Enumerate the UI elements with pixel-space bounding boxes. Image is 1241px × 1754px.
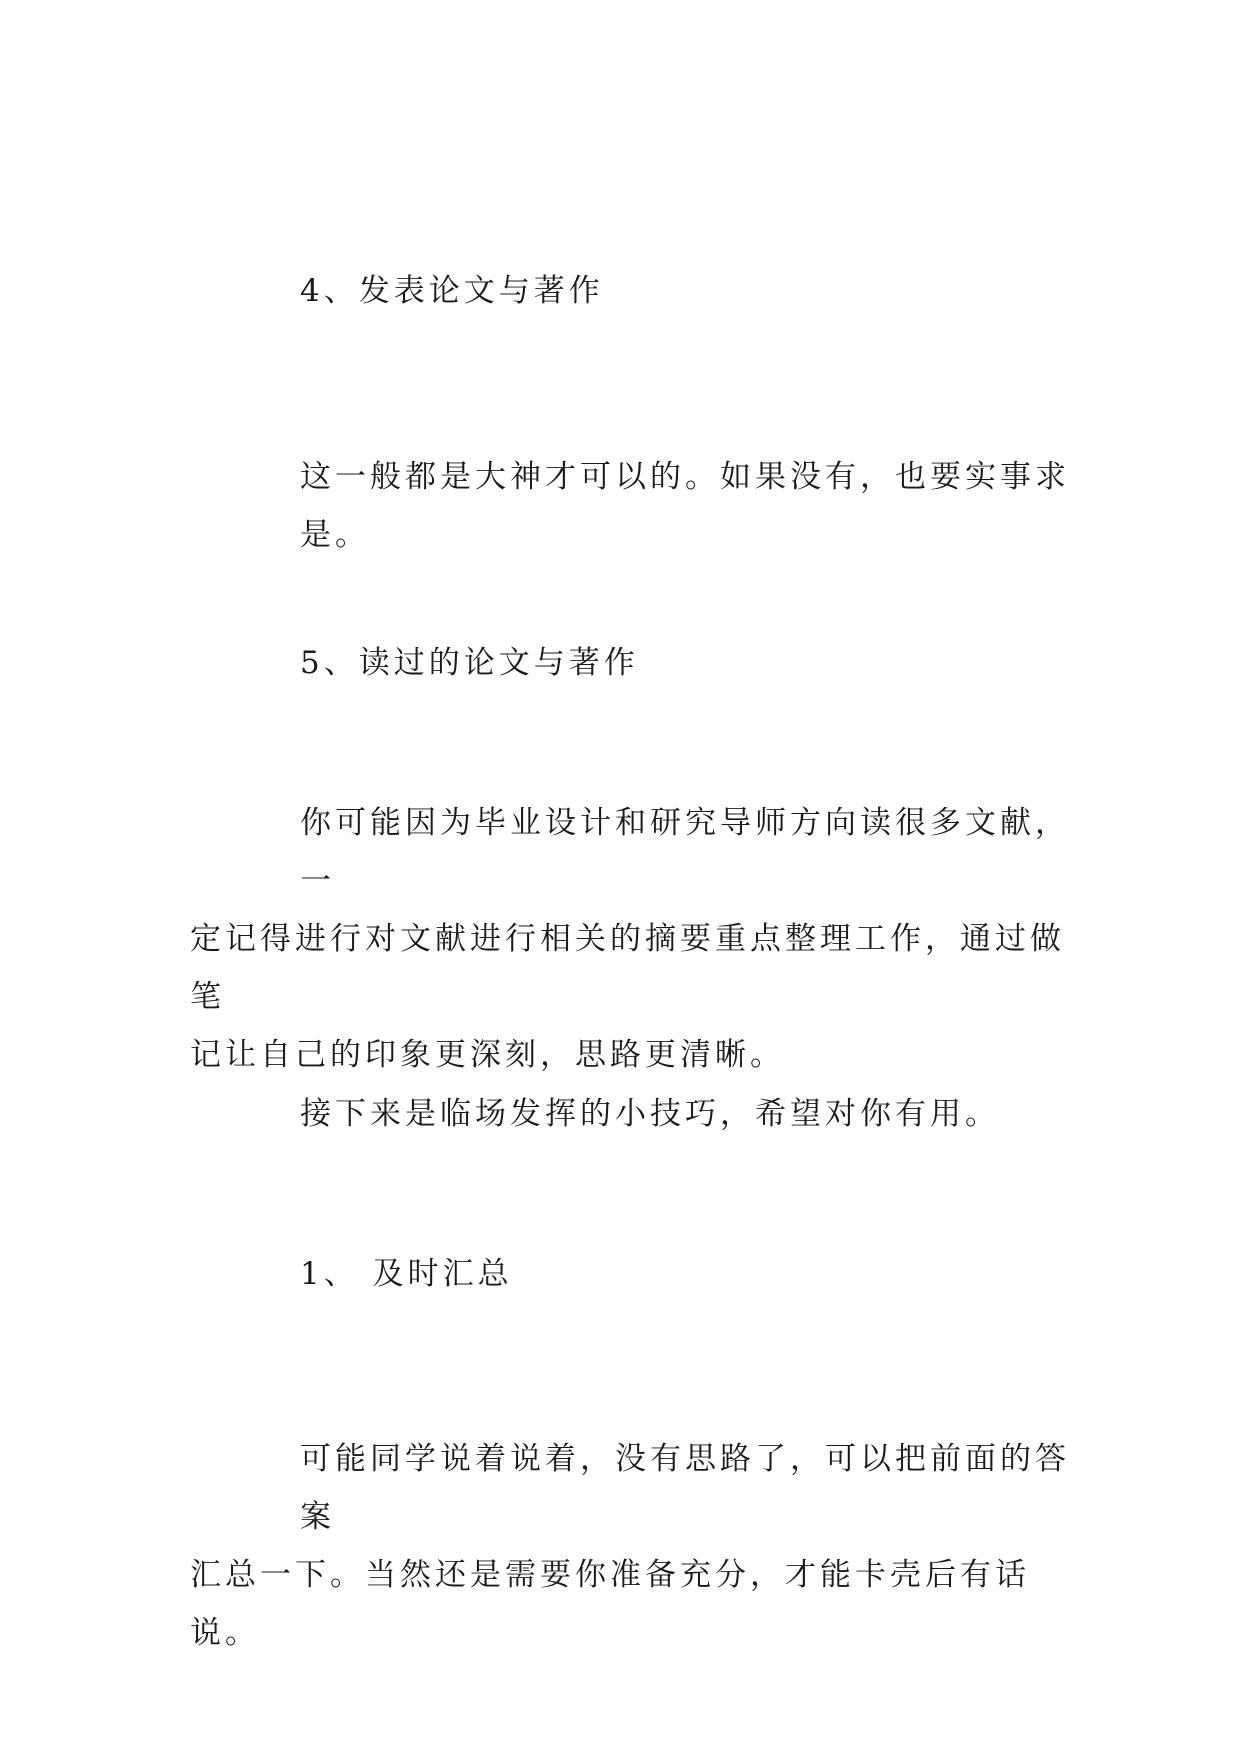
heading-published-papers (190, 262, 1090, 320)
text-line: 1、 及时汇总 (300, 1256, 513, 1292)
paragraph-read-papers (190, 794, 1090, 1084)
text-line: 这一般都是大神才可以的。如果没有，也要实事求是。 (300, 459, 1070, 553)
text-line: 你可能因为毕业设计和研究导师方向读很多文献，一 (300, 805, 1070, 899)
text-line: 5、读过的论文与著作 (300, 645, 639, 681)
text-line: 接下来是临场发挥的小技巧，希望对你有用。 (300, 1096, 1000, 1132)
text-line: 汇总一下。当然还是需要你准备充分，才能卡壳后有话说。 (190, 1557, 1030, 1651)
paragraph-published-papers (190, 448, 1090, 564)
text-line: 定记得进行对文献进行相关的摘要重点整理工作，通过做笔 (190, 921, 1065, 1015)
heading-read-papers (190, 634, 1090, 692)
text-line: 记让自己的印象更深刻，思路更清晰。 (190, 1037, 785, 1073)
paragraph-summarize (190, 1430, 1090, 1662)
paragraph-tips-intro (190, 1085, 1090, 1143)
text-line: 4、发表论文与著作 (300, 273, 604, 309)
text-line: 可能同学说着说着，没有思路了，可以把前面的答案 (300, 1441, 1070, 1535)
heading-summarize (190, 1245, 1090, 1303)
